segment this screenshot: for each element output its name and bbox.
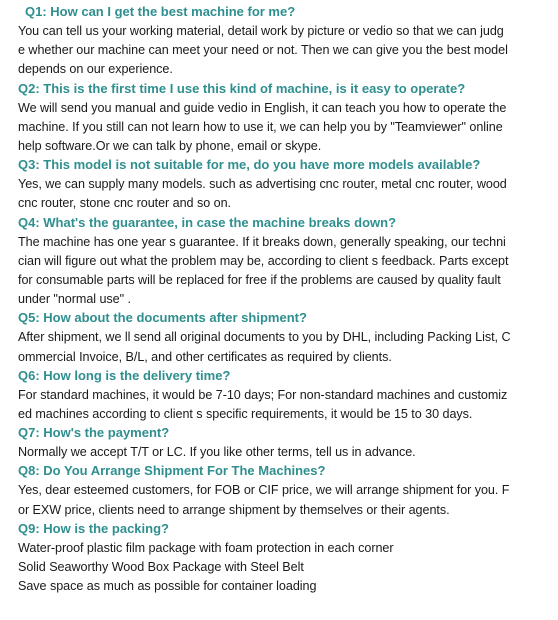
faq-item-q6 <box>18 367 552 424</box>
answer-line: The machine has one year s guarantee. If it breaks down, generally speaking, our techni <box>18 234 506 249</box>
question-heading: Q2: This is the first time I use this kind of machine, is it easy to operate? <box>18 80 466 96</box>
faq-item-q7 <box>18 424 552 462</box>
question-heading: Q7: How's the payment? <box>18 425 170 441</box>
answer-line: or EXW price, clients need to arrange shipment by themselves or their agents. <box>18 502 450 517</box>
question-heading: Q8: Do You Arrange Shipment For The Machines? <box>18 463 326 479</box>
answer-line: depends on our experience. <box>18 62 173 77</box>
answer-line: help software.Or we can talk by phone, email or skype. <box>18 139 322 154</box>
faq-item-q9 <box>18 520 552 597</box>
answer-line: ed machines according to client s specific requirements, it would be 15 to 30 days. <box>18 407 473 422</box>
question-heading: Q6: How long is the delivery time? <box>18 367 231 383</box>
answer-line: cnc router, stone cnc router and so on. <box>18 196 231 211</box>
answer-line: for consumable parts will be replaced for free if the problems are caused by quality fault <box>18 273 501 288</box>
question-heading: Q4: What's the guarantee, in case the machine breaks down? <box>18 214 397 230</box>
answer-line: Solid Seaworthy Wood Box Package with Steel Belt <box>18 560 304 575</box>
answer-line: machine. If you still can not learn how to use it, we can help you by "Teamviewer" online <box>18 119 503 134</box>
answer-line: Yes, we can supply many models. such as advertising cnc router, metal cnc router, wood <box>18 177 507 192</box>
faq-item-q3 <box>18 156 552 213</box>
answer-line: Water-proof plastic film package with foam protection in each corner <box>18 540 394 555</box>
answer-line: ommercial Invoice, B/L, and other certificates as required by clients. <box>18 349 392 364</box>
question-heading: Q3: This model is not suitable for me, do you have more models available? <box>18 157 481 173</box>
faq-item-q4 <box>18 214 552 310</box>
answer-line: under "normal use" . <box>18 292 131 307</box>
answer-line: Yes, dear esteemed customers, for FOB or CIF price, we will arrange shipment for you. F <box>18 483 510 498</box>
answer-line: After shipment, we ll send all original documents to you by DHL, including Packing List, C <box>18 330 511 345</box>
faq-item-q5 <box>18 309 552 366</box>
faq-list <box>18 3 552 596</box>
answer-line: Save space as much as possible for container loading <box>18 579 317 594</box>
faq-item-q8 <box>18 462 552 519</box>
answer-line: e whether our machine can meet your need or not. Then we can give you the best model <box>18 43 508 58</box>
question-heading: Q5: How about the documents after shipment? <box>18 310 307 326</box>
faq-item-q1 <box>18 3 552 80</box>
answer-line: You can tell us your working material, detail work by picture or vedio so that we can judg <box>18 24 504 38</box>
question-heading: Q1: How can I get the best machine for me? <box>25 4 296 19</box>
answer-line: Normally we accept T/T or LC. If you like other terms, tell us in advance. <box>18 445 416 460</box>
answer-line: cian will figure out what the problem may be, according to client s feedback. Parts except <box>18 253 509 268</box>
question-heading: Q9: How is the packing? <box>18 520 169 536</box>
answer-line: For standard machines, it would be 7-10 days; For non-standard machines and customiz <box>18 387 508 402</box>
answer-line: We will send you manual and guide vedio in English, it can teach you how to operate the <box>18 100 507 115</box>
faq-item-q2 <box>18 80 552 157</box>
